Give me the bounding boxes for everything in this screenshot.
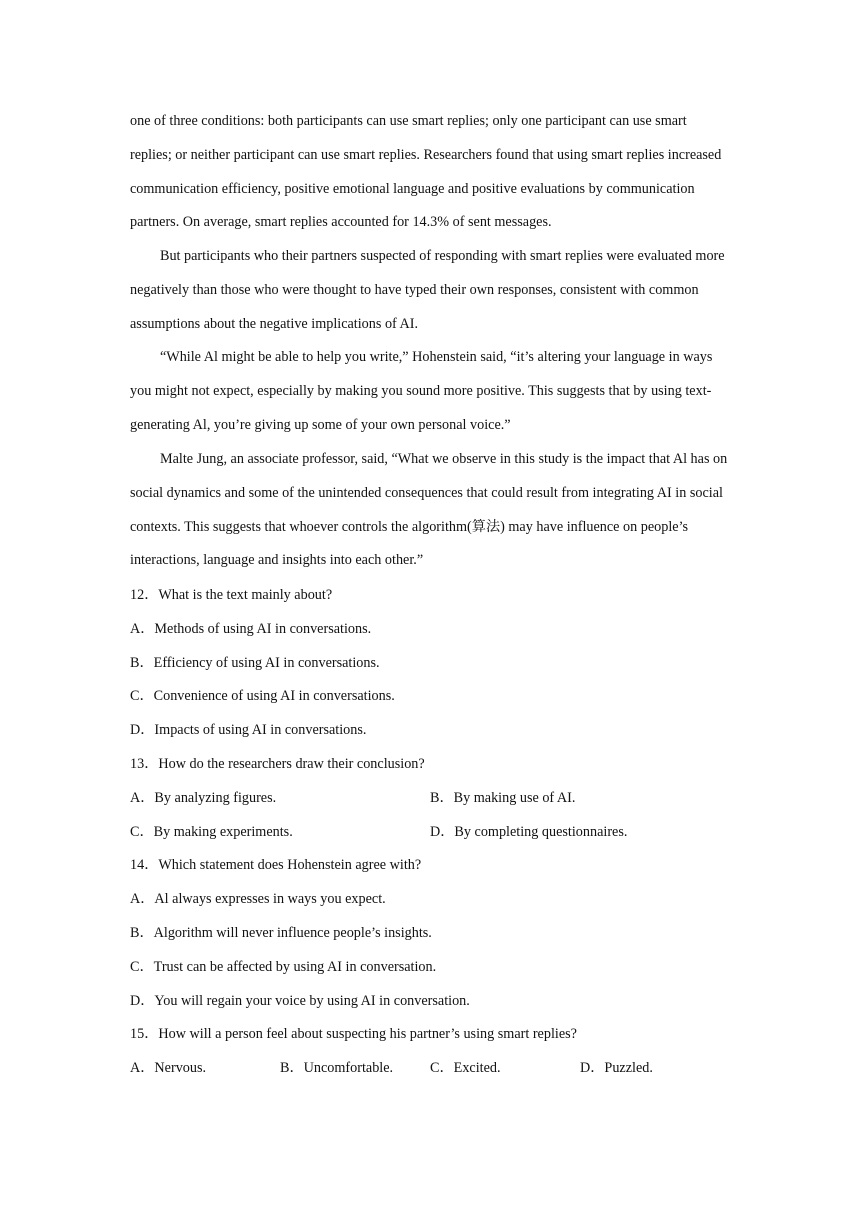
passage-paragraph-3: “While Al might be able to help you write,” Hohenstein said, “it’s altering your language in ways you might not expect, especially by making you sound more positive. This suggests that by using text-generating Al, you’re giving up some of your own personal voice.” (130, 349, 713, 433)
question-14-option-c: C．Trust can be affected by using AI in conversation. (130, 959, 437, 975)
question-14-option-b: B．Algorithm will never influence people’s insights. (130, 925, 432, 941)
question-15-option-c: C．Excited. (430, 1060, 501, 1076)
question-14-option-d: D．You will regain your voice by using AI in conversation. (130, 993, 470, 1009)
question-15-stem: 15．How will a person feel about suspecting his partner’s using smart replies? (130, 1026, 577, 1042)
question-13-option-c: C．By making experiments. (130, 824, 293, 840)
question-14-stem: 14．Which statement does Hohenstein agree with? (130, 857, 422, 873)
question-15-option-a: A．Nervous. (130, 1060, 207, 1076)
passage-paragraph-4: Malte Jung, an associate professor, said, “What we observe in this study is the impact that Al has on social dynamics and some of the unintended consequences that could result from integrating AI in social contexts. This suggests that whoever controls the algorithm(算法) may have influence on people’s interactions, language and insights into each other.” (130, 451, 728, 569)
question-12-option-c: C．Convenience of using AI in conversations. (130, 688, 395, 704)
question-13-option-a: A．By analyzing figures. (130, 790, 277, 806)
question-13-option-d: D．By completing questionnaires. (430, 824, 628, 840)
passage-paragraph-1: one of three conditions: both participants can use smart replies; only one participant can use smart replies; or neither participant can use smart replies. Researchers found that using smart replies increased communication efficiency, positive emotional language and positive evaluations by communication partners. On average, smart replies accounted for 14.3% of sent messages. (130, 113, 722, 231)
question-15-option-b: B．Uncomfortable. (280, 1060, 394, 1076)
question-12-option-b: B．Efficiency of using AI in conversations. (130, 655, 380, 671)
question-13-stem: 13．How do the researchers draw their conclusion? (130, 756, 425, 772)
question-12-option-a: A．Methods of using AI in conversations. (130, 621, 372, 637)
question-13-option-b: B．By making use of AI. (430, 790, 576, 806)
question-12-option-d: D．Impacts of using AI in conversations. (130, 722, 367, 738)
question-15-option-d: D．Puzzled. (580, 1060, 653, 1076)
question-12-stem: 12．What is the text mainly about? (130, 587, 333, 603)
question-14-option-a: A．Al always expresses in ways you expect. (130, 891, 386, 907)
passage-paragraph-2: But participants who their partners suspected of responding with smart replies were evaluated more negatively than those who were thought to have typed their own responses, consistent with common assumptions about the negative implications of AI. (130, 248, 725, 332)
